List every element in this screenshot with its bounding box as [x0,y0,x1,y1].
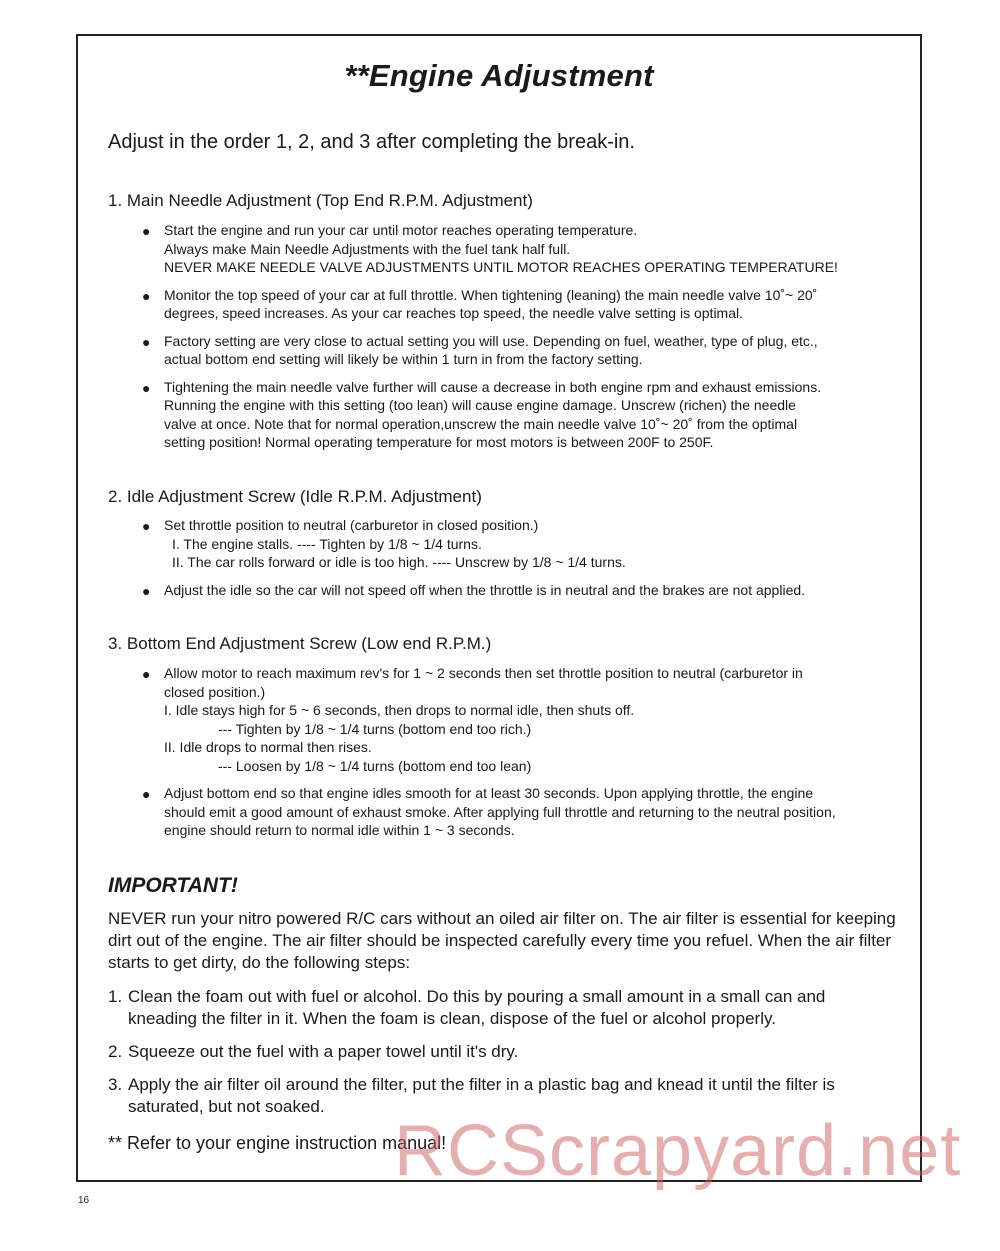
page-number: 16 [78,1195,90,1206]
intro-text: Adjust in the order 1, 2, and 3 after completing the break-in. [108,131,635,153]
list-item: 3. Apply the air filter oil around the filter, put the filter in a plastic bag and knead it until the filter is saturated, but not soaked. [108,1075,835,1116]
list-item: ● Start the engine and run your car until motor reaches operating temperature. Always make Main Needle Adjustments with the fuel tank half full. NEVER MAKE NEEDLE VALVE ADJUSTMENTS UNTIL MOTOR REACHES OPERATING TEMPERATURE! [142,222,838,275]
refer-manual-note: ** Refer to your engine instruction manual! [108,1133,447,1153]
bullet-list-idle [142,516,902,608]
bullet-icon: ● [142,786,151,802]
bullet-icon: ● [142,518,151,534]
bullet-icon: ● [142,287,151,304]
section-heading-main-needle: 1. Main Needle Adjustment (Top End R.P.M. Adjustment) [108,191,533,210]
list-item: ● Allow motor to reach maximum rev's for 1 ~ 2 seconds then set throttle position to neutral (carburetor in closed position.) I. Idle stays high for 5 ~ 6 seconds, then drops to normal idle, then shuts off. --- Tighten by 1/8 ~ 1/4 turns (bottom end too rich.) II. Idle drops to normal then rises. --- Loosen by 1/8 ~ 1/4 turns (bottom end too lean) [142,665,803,774]
list-item: 1. Clean the foam out with fuel or alcohol. Do this by pouring a small amount in a small can and kneading the filter in it. When the foam is clean, dispose of the fuel or alcohol properly. [108,987,826,1028]
bullet-icon: ● [142,666,151,682]
air-filter-steps [108,986,898,1129]
page-title: **Engine Adjustment [344,58,654,93]
important-heading: IMPORTANT! [108,874,238,897]
bullet-icon: ● [142,333,151,350]
section-heading-idle: 2. Idle Adjustment Screw (Idle R.P.M. Adjustment) [108,487,482,506]
list-item: ● Adjust bottom end so that engine idles smooth for at least 30 seconds. Upon applying throttle, the engine should emit a good amount of exhaust smoke. After applying full throttle and returning to the neutral position, engine should return to normal idle within 1 ~ 3 seconds. [142,785,836,838]
important-paragraph: NEVER run your nitro powered R/C cars without an oiled air filter on. The air filter is essential for keeping dirt out of the engine. The air filter should be inspected carefully every time you refuel. When the air filter starts to get dirty, do the following steps: [108,909,896,972]
watermark: RCScrapyard.net [394,1111,962,1191]
list-item: ● Adjust the idle so the car will not speed off when the throttle is in neutral and the brakes are not applied. [142,581,806,599]
list-item: ● Tightening the main needle valve further will cause a decrease in both engine rpm and exhaust emissions. Running the engine with this setting (too lean) will cause engine damage. Unscrew (richen) the needle valve at once. Note that for normal operation,unscrew the main needle valve 10˚~ 20˚ from the optimal setting position! Normal operating temperature for most motors is between 200F to 250F. [142,378,822,450]
bullet-icon: ● [142,223,151,239]
list-item: ● Set throttle position to neutral (carburetor in closed position.) I. The engine stalls. ---- Tighten by 1/8 ~ 1/4 turns. II. The car rolls forward or idle is too high. ---- Unscrew by 1/8 ~ 1/4 turns. [142,517,626,570]
list-item: ● Monitor the top speed of your car at full throttle. When tightening (leaning) the main needle valve 10˚~ 20˚ degrees, speed increases. As your car reaches top speed, the needle valve setting is optimal. [142,286,818,321]
page-frame [76,34,922,1182]
list-item: ● Factory setting are very close to actual setting you will use. Depending on fuel, weather, type of plug, etc., actual bottom end setting will likely be within 1 turn in from the factory setting. [142,332,818,367]
bullet-list-main-needle [142,221,902,461]
section-heading-bottom-end: 3. Bottom End Adjustment Screw (Low end R.P.M.) [108,634,492,653]
bullet-icon: ● [142,582,151,599]
bullet-list-bottom-end [142,664,902,849]
bullet-icon: ● [142,379,151,396]
list-item: 2. Squeeze out the fuel with a paper towel until it's dry. [108,1042,519,1061]
